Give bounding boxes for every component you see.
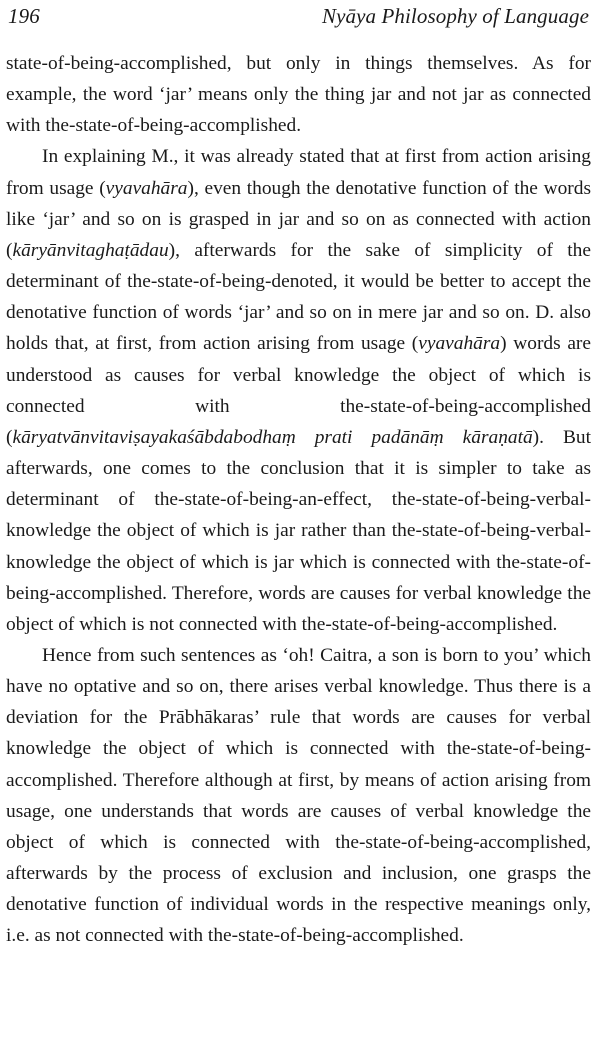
paragraph-3 [6, 640, 591, 952]
running-header [6, 0, 591, 36]
text-segment: In explaining M., it was already stated that at first from action arising from usage ( [6, 146, 591, 199]
italic-term: vyavahāra [105, 177, 188, 199]
text-segment: Hence from such sentences as ‘oh! Caitra, a son is born to you’ which have no optative and so on, there arises verbal knowledge. Thus there is a deviation for the Prābhākaras’ rule that words are causes for verbal knowledge the object of which is connected with the-state-of-being-accomplished. Therefore although at first, by means of action arising from usage, one understands that words are causes of verbal knowledge the object of which is connected with the-state-of-being-accomplished, afterwards by the process of exclusion and inclusion, one grasps the denotative function of individual words in the respective meanings only, i.e. as not connected with the-state-of-being-accomplished. [6, 644, 591, 947]
text-segment: ) words are understood as causes for verbal knowledge the object of which is connected with the-state-of-being-accomplished ( [6, 333, 591, 448]
text-segment: state-of-being-accomplished, but only in things themselves. As for example, the word ‘jar’ means only the thing jar and not jar as connected with the-state-of-being-accomplished. [6, 53, 591, 137]
page-number: 196 [8, 4, 40, 28]
paragraph-2 [6, 141, 591, 640]
italic-term: kāryānvitaghaṭādau [12, 239, 169, 261]
body-text [6, 48, 591, 952]
italic-term: vyavahāra [418, 333, 501, 355]
text-segment: ). But afterwards, one comes to the conclusion that it is simpler to take as determinant of the-state-of-being-an-effect, the-state-of-being-verbal-knowledge the object of which is jar rather than the-state-of-being-verbal-knowledge the object of which is jar which is connected with the-state-of-being-accomplished. Therefore, words are causes for verbal knowledge the object of which is not connected with the-state-of-being-accomplished. [6, 426, 592, 635]
running-title: Nyāya Philosophy of Language [321, 4, 589, 28]
text-segment: ), afterwards for the sake of simplicity of the determinant of the-state-of-being-denoted, it would be better to accept the denotative function of words ‘jar’ and so on in mere jar and so on. D. also holds that, at first, from action arising from usage ( [6, 239, 591, 355]
paragraph-1 [6, 48, 591, 141]
text-segment: ), even though the denotative function of the words like ‘jar’ and so on is grasped in jar and so on as connected with action ( [6, 177, 591, 261]
italic-term: kāryatvānvitaviṣayakaśābdabodhaṃ prati padānāṃ kāraṇatā [12, 426, 533, 448]
